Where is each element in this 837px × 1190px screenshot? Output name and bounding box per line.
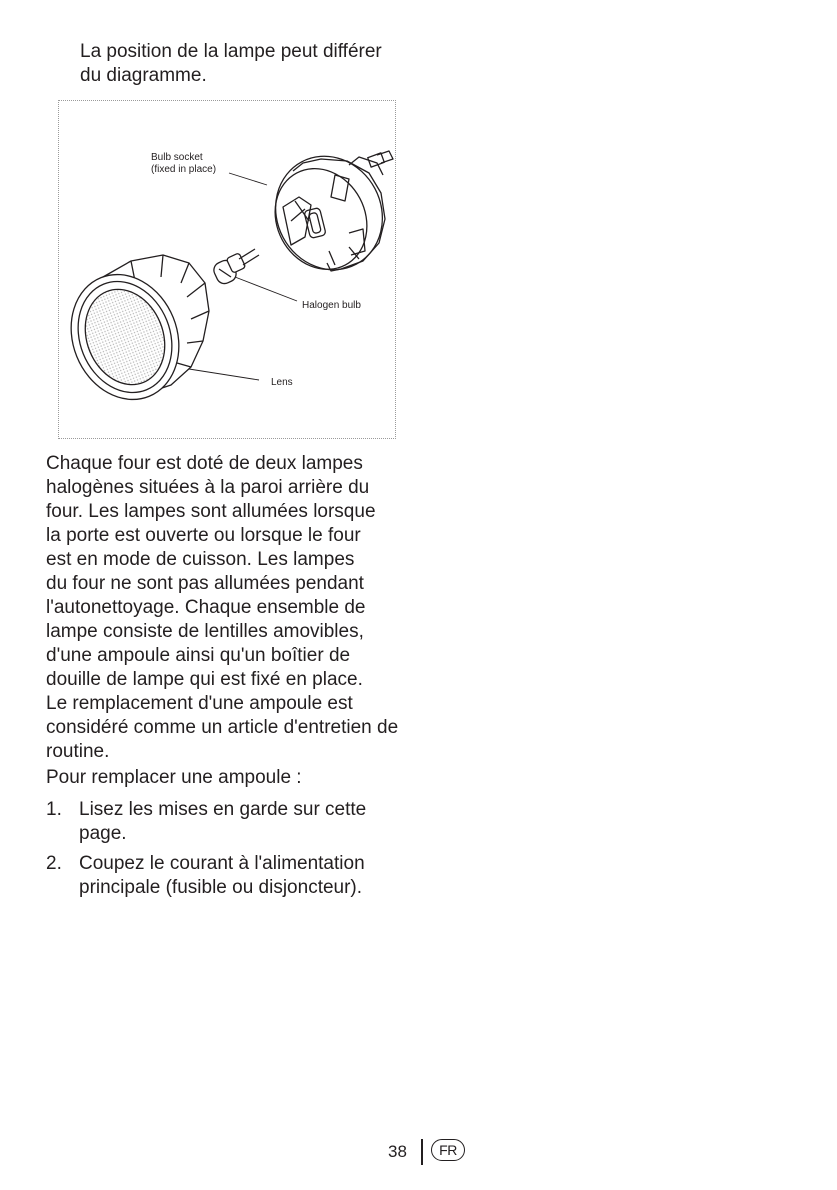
procedure-intro: Pour remplacer une ampoule : xyxy=(46,767,302,788)
figure-note xyxy=(80,40,420,88)
paragraph-line: halogènes situées à la paroi arrière du xyxy=(46,477,370,498)
step-line: Lisez les mises en garde sur cette xyxy=(79,799,367,820)
note-line: La position de la lampe peut différer xyxy=(80,41,382,62)
bulb-leader-line xyxy=(235,277,297,301)
lamp-assembly-drawing xyxy=(59,101,397,440)
paragraph-line: du four ne sont pas allumées pendant xyxy=(46,573,364,594)
paragraph-line: est en mode de cuisson. Les lampes xyxy=(46,549,355,570)
halogen-bulb-shape xyxy=(211,249,259,286)
paragraph-line: four. Les lampes sont allumées lorsque xyxy=(46,501,376,522)
paragraph-line: douille de lampe qui est fixé en place. xyxy=(46,669,363,690)
label-halogen-bulb: Halogen bulb xyxy=(302,300,361,311)
step-text xyxy=(79,852,365,900)
paragraph-line: la porte est ouverte ou lorsque le four xyxy=(46,525,361,546)
paragraph-line: Le remplacement d'une ampoule est xyxy=(46,693,353,714)
footer-divider xyxy=(421,1139,423,1165)
language-badge: FR xyxy=(431,1139,465,1161)
paragraph-line: routine. xyxy=(46,741,110,762)
lens-shape xyxy=(59,255,209,416)
paragraph-line: l'autonettoyage. Chaque ensemble de xyxy=(46,597,366,618)
bulb-socket-shape xyxy=(256,137,397,288)
paragraph-line: lampe consiste de lentilles amovibles, xyxy=(46,621,364,642)
description-paragraph xyxy=(46,452,426,764)
paragraph-line: d'une ampoule ainsi qu'un boîtier de xyxy=(46,645,351,666)
step-line: principale (fusible ou disjoncteur). xyxy=(79,877,363,898)
label-lens: Lens xyxy=(271,377,293,388)
step-line: page. xyxy=(79,823,127,844)
paragraph-line: considéré comme un article d'entretien de xyxy=(46,717,399,738)
label-bulb-socket: Bulb socket xyxy=(151,152,203,163)
lamp-assembly-diagram xyxy=(58,100,396,439)
page-number: 38 xyxy=(388,1142,407,1161)
step-number: 2. xyxy=(46,853,62,874)
note-line: du diagramme. xyxy=(80,65,207,86)
step-line: Coupez le courant à l'alimentation xyxy=(79,853,365,874)
page-footer xyxy=(388,1138,478,1168)
step-number: 1. xyxy=(46,799,62,820)
paragraph-line: Chaque four est doté de deux lampes xyxy=(46,453,363,474)
step-text xyxy=(79,798,366,846)
lens-leader-line xyxy=(189,369,259,380)
label-fixed-in-place: (fixed in place) xyxy=(151,164,217,175)
socket-leader-line xyxy=(229,173,267,185)
